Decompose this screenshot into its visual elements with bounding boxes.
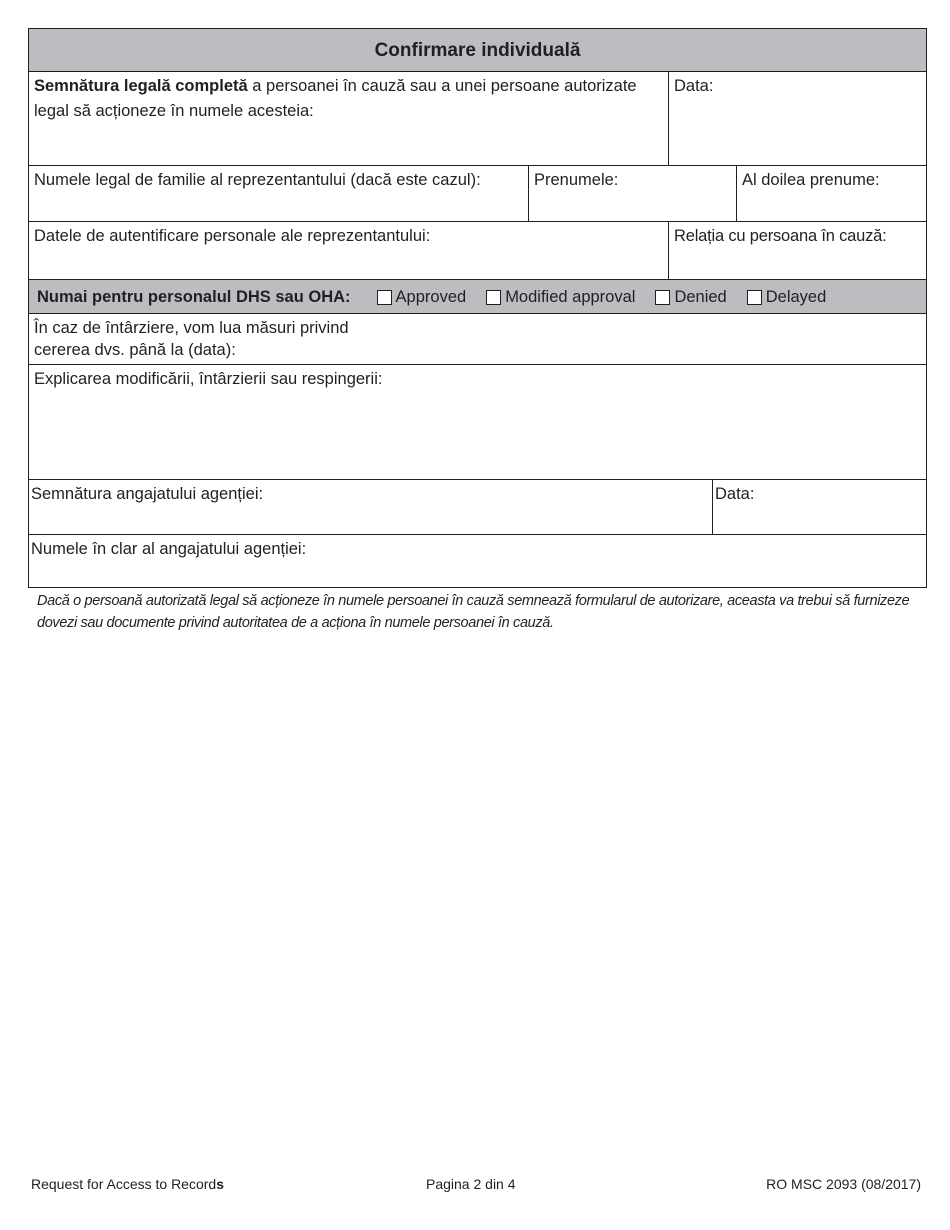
employee-name-field[interactable] (28, 534, 927, 588)
explanation-label: Explicarea modificării, întârzierii sau respingerii: (34, 370, 383, 388)
staff-only-title: Numai pentru personalul DHS sau OHA: (37, 287, 351, 306)
signature-date-label: Data: (674, 77, 714, 95)
modified-approval-checkbox[interactable] (486, 290, 501, 305)
relation-field[interactable] (668, 221, 927, 281)
signature-label-rest: a persoanei în cauză sau a unei persoane autorizate legal să acționeze în numele acesteia: (34, 77, 637, 120)
option-approved[interactable] (377, 285, 467, 310)
footer-form-code: RO MSC 2093 (08/2017) (766, 1176, 921, 1192)
rep-last-name-label: Numele legal de familie al reprezentantului (dacă este cazul): (34, 171, 481, 189)
rep-auth-field[interactable] (28, 221, 670, 281)
employee-signature-field[interactable] (28, 479, 714, 536)
rep-first-name-field[interactable] (528, 165, 738, 223)
signature-label-bold: Semnătura legală completă (34, 77, 248, 95)
signature-field[interactable] (28, 71, 670, 167)
employee-signature-label: Semnătura angajatului agenției: (31, 485, 264, 503)
denied-label: Denied (674, 287, 727, 306)
rep-middle-name-field[interactable] (736, 165, 927, 223)
option-modified-approval[interactable] (486, 285, 635, 310)
denied-checkbox[interactable] (655, 290, 670, 305)
employee-name-label: Numele în clar al angajatului agenției: (31, 540, 307, 558)
employee-date-field[interactable] (712, 479, 927, 536)
footer-form-name (31, 1175, 224, 1193)
delay-date-field[interactable] (28, 313, 927, 366)
delayed-label: Delayed (765, 287, 827, 306)
modified-approval-label: Modified approval (505, 287, 636, 306)
explanation-field[interactable] (28, 364, 927, 481)
form-title: Confirmare individuală (28, 28, 927, 72)
option-denied[interactable] (655, 285, 726, 310)
delay-date-label-line1: În caz de întârziere, vom lua măsuri privind (34, 319, 349, 337)
rep-auth-label: Datele de autentificare personale ale reprezentantului: (34, 227, 431, 245)
footer-form-name-main: Request for Access to Record (31, 1176, 217, 1192)
signature-date-field[interactable] (668, 71, 927, 167)
delayed-checkbox[interactable] (747, 290, 762, 305)
authorization-note: Dacă o persoană autorizată legal să acționeze în numele persoanei în cauză semnează formularul de autorizare, aceasta va trebui să furnizeze dovezi sau documente privind autoritatea de a acționa în numele persoanei în cauză. (37, 593, 910, 631)
footer-page-number: Pagina 2 din 4 (426, 1176, 516, 1192)
signature-label (34, 77, 637, 120)
rep-last-name-field[interactable] (28, 165, 530, 223)
delay-date-label-line2: cererea dvs. până la (data): (34, 341, 236, 359)
staff-only-bar (28, 279, 927, 315)
approved-checkbox[interactable] (377, 290, 392, 305)
rep-first-name-label: Prenumele: (534, 171, 619, 189)
relation-label: Relația cu persoana în cauză: (674, 227, 887, 245)
employee-date-label: Data: (715, 485, 755, 503)
rep-middle-name-label: Al doilea prenume: (742, 171, 880, 189)
option-delayed[interactable] (747, 285, 827, 310)
footer-form-name-bold: s (216, 1176, 224, 1192)
approved-label: Approved (395, 287, 467, 306)
